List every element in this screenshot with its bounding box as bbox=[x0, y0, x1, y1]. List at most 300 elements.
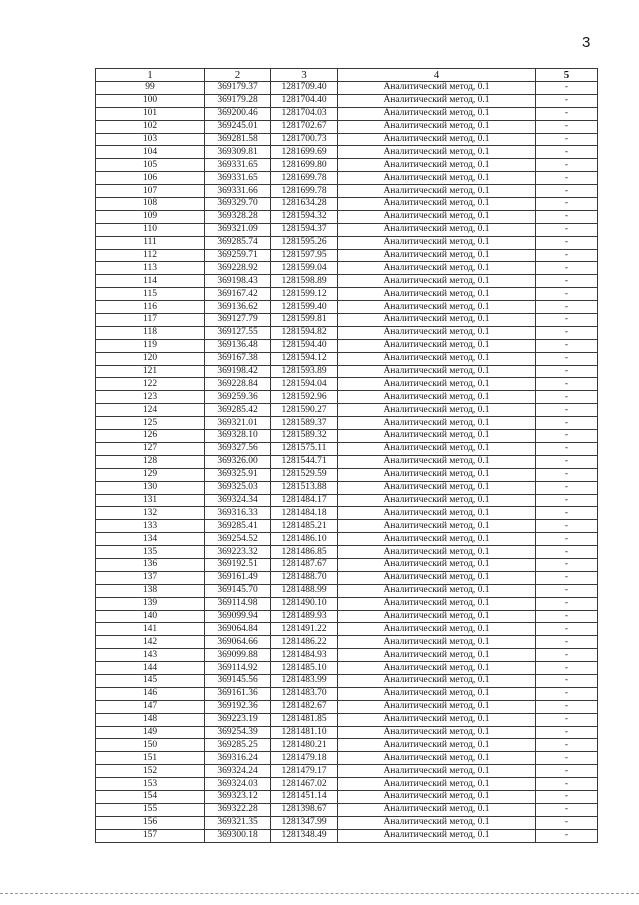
table-row bbox=[96, 571, 598, 584]
y-coordinate-cell: 1281479.18 bbox=[271, 752, 338, 765]
y-coordinate-cell: 1281599.40 bbox=[271, 301, 338, 314]
table-row bbox=[96, 107, 598, 120]
description-cell: - bbox=[536, 404, 598, 417]
x-coordinate-cell: 369254.52 bbox=[205, 533, 271, 546]
point-number-cell: 122 bbox=[96, 378, 205, 391]
y-coordinate-cell: 1281529.59 bbox=[271, 468, 338, 481]
x-coordinate-cell: 369325.03 bbox=[205, 481, 271, 494]
description-cell: - bbox=[536, 288, 598, 301]
x-coordinate-cell: 369326.00 bbox=[205, 455, 271, 468]
y-coordinate-cell: 1281483.70 bbox=[271, 687, 338, 700]
y-coordinate-cell: 1281480.21 bbox=[271, 739, 338, 752]
point-number-cell: 110 bbox=[96, 223, 205, 236]
description-cell: - bbox=[536, 94, 598, 107]
x-coordinate-cell: 369064.84 bbox=[205, 623, 271, 636]
column-header-y-coordinate: 3 bbox=[271, 69, 338, 82]
y-coordinate-cell: 1281485.10 bbox=[271, 662, 338, 675]
y-coordinate-cell: 1281594.12 bbox=[271, 352, 338, 365]
table-row bbox=[96, 636, 598, 649]
table-body bbox=[96, 82, 598, 843]
x-coordinate-cell: 369127.55 bbox=[205, 326, 271, 339]
method-cell: Аналитический метод, 0.1 bbox=[338, 687, 536, 700]
table-row bbox=[96, 82, 598, 95]
method-cell: Аналитический метод, 0.1 bbox=[338, 365, 536, 378]
point-number-cell: 112 bbox=[96, 249, 205, 262]
method-cell: Аналитический метод, 0.1 bbox=[338, 546, 536, 559]
method-cell: Аналитический метод, 0.1 bbox=[338, 339, 536, 352]
y-coordinate-cell: 1281634.28 bbox=[271, 198, 338, 211]
table-row bbox=[96, 288, 598, 301]
description-cell: - bbox=[536, 339, 598, 352]
point-number-cell: 119 bbox=[96, 339, 205, 352]
y-coordinate-cell: 1281599.12 bbox=[271, 288, 338, 301]
y-coordinate-cell: 1281488.99 bbox=[271, 584, 338, 597]
x-coordinate-cell: 369223.19 bbox=[205, 713, 271, 726]
description-cell: - bbox=[536, 494, 598, 507]
x-coordinate-cell: 369328.10 bbox=[205, 430, 271, 443]
description-cell: - bbox=[536, 249, 598, 262]
method-cell: Аналитический метод, 0.1 bbox=[338, 803, 536, 816]
y-coordinate-cell: 1281479.17 bbox=[271, 765, 338, 778]
x-coordinate-cell: 369285.42 bbox=[205, 404, 271, 417]
table-row bbox=[96, 236, 598, 249]
point-number-cell: 138 bbox=[96, 584, 205, 597]
table-row bbox=[96, 816, 598, 829]
description-cell: - bbox=[536, 765, 598, 778]
method-cell: Аналитический метод, 0.1 bbox=[338, 558, 536, 571]
point-number-cell: 155 bbox=[96, 803, 205, 816]
description-cell: - bbox=[536, 687, 598, 700]
table-row bbox=[96, 172, 598, 185]
table-row bbox=[96, 468, 598, 481]
method-cell: Аналитический метод, 0.1 bbox=[338, 455, 536, 468]
x-coordinate-cell: 369179.37 bbox=[205, 82, 271, 95]
y-coordinate-cell: 1281483.99 bbox=[271, 674, 338, 687]
x-coordinate-cell: 369198.42 bbox=[205, 365, 271, 378]
description-cell: - bbox=[536, 223, 598, 236]
y-coordinate-cell: 1281485.21 bbox=[271, 520, 338, 533]
x-coordinate-cell: 369328.28 bbox=[205, 210, 271, 223]
table-row bbox=[96, 739, 598, 752]
y-coordinate-cell: 1281699.69 bbox=[271, 146, 338, 159]
method-cell: Аналитический метод, 0.1 bbox=[338, 430, 536, 443]
point-number-cell: 133 bbox=[96, 520, 205, 533]
x-coordinate-cell: 369285.41 bbox=[205, 520, 271, 533]
point-number-cell: 139 bbox=[96, 597, 205, 610]
description-cell: - bbox=[536, 442, 598, 455]
method-cell: Аналитический метод, 0.1 bbox=[338, 790, 536, 803]
table-row bbox=[96, 159, 598, 172]
column-header-x-coordinate: 2 bbox=[205, 69, 271, 82]
method-cell: Аналитический метод, 0.1 bbox=[338, 700, 536, 713]
table-header-row bbox=[96, 69, 598, 82]
point-number-cell: 126 bbox=[96, 430, 205, 443]
x-coordinate-cell: 369316.33 bbox=[205, 507, 271, 520]
table-row bbox=[96, 494, 598, 507]
x-coordinate-cell: 369167.38 bbox=[205, 352, 271, 365]
method-cell: Аналитический метод, 0.1 bbox=[338, 417, 536, 430]
table-row bbox=[96, 249, 598, 262]
table-row bbox=[96, 378, 598, 391]
x-coordinate-cell: 369099.94 bbox=[205, 610, 271, 623]
description-cell: - bbox=[536, 172, 598, 185]
method-cell: Аналитический метод, 0.1 bbox=[338, 726, 536, 739]
x-coordinate-cell: 369127.79 bbox=[205, 314, 271, 327]
description-cell: - bbox=[536, 275, 598, 288]
point-number-cell: 140 bbox=[96, 610, 205, 623]
y-coordinate-cell: 1281594.82 bbox=[271, 326, 338, 339]
description-cell: - bbox=[536, 803, 598, 816]
x-coordinate-cell: 369099.88 bbox=[205, 649, 271, 662]
y-coordinate-cell: 1281481.10 bbox=[271, 726, 338, 739]
method-cell: Аналитический метод, 0.1 bbox=[338, 107, 536, 120]
page-bottom-divider bbox=[0, 893, 639, 894]
table-row bbox=[96, 185, 598, 198]
y-coordinate-cell: 1281593.89 bbox=[271, 365, 338, 378]
point-number-cell: 130 bbox=[96, 481, 205, 494]
y-coordinate-cell: 1281704.03 bbox=[271, 107, 338, 120]
description-cell: - bbox=[536, 674, 598, 687]
table-row bbox=[96, 339, 598, 352]
x-coordinate-cell: 369114.92 bbox=[205, 662, 271, 675]
x-coordinate-cell: 369064.66 bbox=[205, 636, 271, 649]
point-number-cell: 134 bbox=[96, 533, 205, 546]
table-row bbox=[96, 533, 598, 546]
y-coordinate-cell: 1281700.73 bbox=[271, 133, 338, 146]
description-cell: - bbox=[536, 636, 598, 649]
method-cell: Аналитический метод, 0.1 bbox=[338, 391, 536, 404]
method-cell: Аналитический метод, 0.1 bbox=[338, 610, 536, 623]
description-cell: - bbox=[536, 430, 598, 443]
description-cell: - bbox=[536, 662, 598, 675]
table-row bbox=[96, 430, 598, 443]
method-cell: Аналитический метод, 0.1 bbox=[338, 120, 536, 133]
description-cell: - bbox=[536, 352, 598, 365]
x-coordinate-cell: 369200.46 bbox=[205, 107, 271, 120]
y-coordinate-cell: 1281599.81 bbox=[271, 314, 338, 327]
point-number-cell: 145 bbox=[96, 674, 205, 687]
method-cell: Аналитический метод, 0.1 bbox=[338, 404, 536, 417]
method-cell: Аналитический метод, 0.1 bbox=[338, 198, 536, 211]
x-coordinate-cell: 369285.25 bbox=[205, 739, 271, 752]
table-row bbox=[96, 623, 598, 636]
description-cell: - bbox=[536, 700, 598, 713]
point-number-cell: 111 bbox=[96, 236, 205, 249]
point-number-cell: 137 bbox=[96, 571, 205, 584]
point-number-cell: 148 bbox=[96, 713, 205, 726]
point-number-cell: 154 bbox=[96, 790, 205, 803]
column-header-method: 4 bbox=[338, 69, 536, 82]
point-number-cell: 113 bbox=[96, 262, 205, 275]
point-number-cell: 156 bbox=[96, 816, 205, 829]
point-number-cell: 116 bbox=[96, 301, 205, 314]
table-row bbox=[96, 442, 598, 455]
y-coordinate-cell: 1281594.40 bbox=[271, 339, 338, 352]
y-coordinate-cell: 1281589.32 bbox=[271, 430, 338, 443]
description-cell: - bbox=[536, 159, 598, 172]
x-coordinate-cell: 369145.56 bbox=[205, 674, 271, 687]
x-coordinate-cell: 369331.66 bbox=[205, 185, 271, 198]
method-cell: Аналитический метод, 0.1 bbox=[338, 275, 536, 288]
point-number-cell: 115 bbox=[96, 288, 205, 301]
x-coordinate-cell: 369136.48 bbox=[205, 339, 271, 352]
y-coordinate-cell: 1281484.17 bbox=[271, 494, 338, 507]
description-cell: - bbox=[536, 623, 598, 636]
method-cell: Аналитический метод, 0.1 bbox=[338, 623, 536, 636]
column-header-point-number: 1 bbox=[96, 69, 205, 82]
point-number-cell: 103 bbox=[96, 133, 205, 146]
x-coordinate-cell: 369245.01 bbox=[205, 120, 271, 133]
table-row bbox=[96, 275, 598, 288]
method-cell: Аналитический метод, 0.1 bbox=[338, 816, 536, 829]
description-cell: - bbox=[536, 198, 598, 211]
description-cell: - bbox=[536, 533, 598, 546]
x-coordinate-cell: 369167.42 bbox=[205, 288, 271, 301]
description-cell: - bbox=[536, 584, 598, 597]
x-coordinate-cell: 369321.09 bbox=[205, 223, 271, 236]
table-row bbox=[96, 765, 598, 778]
method-cell: Аналитический метод, 0.1 bbox=[338, 571, 536, 584]
method-cell: Аналитический метод, 0.1 bbox=[338, 481, 536, 494]
method-cell: Аналитический метод, 0.1 bbox=[338, 378, 536, 391]
table-row bbox=[96, 507, 598, 520]
x-coordinate-cell: 369309.81 bbox=[205, 146, 271, 159]
point-number-cell: 120 bbox=[96, 352, 205, 365]
y-coordinate-cell: 1281592.96 bbox=[271, 391, 338, 404]
x-coordinate-cell: 369322.28 bbox=[205, 803, 271, 816]
y-coordinate-cell: 1281709.40 bbox=[271, 82, 338, 95]
description-cell: - bbox=[536, 597, 598, 610]
point-number-cell: 109 bbox=[96, 210, 205, 223]
description-cell: - bbox=[536, 133, 598, 146]
method-cell: Аналитический метод, 0.1 bbox=[338, 494, 536, 507]
table-row bbox=[96, 597, 598, 610]
y-coordinate-cell: 1281702.67 bbox=[271, 120, 338, 133]
description-cell: - bbox=[536, 326, 598, 339]
description-cell: - bbox=[536, 713, 598, 726]
point-number-cell: 143 bbox=[96, 649, 205, 662]
y-coordinate-cell: 1281589.37 bbox=[271, 417, 338, 430]
point-number-cell: 101 bbox=[96, 107, 205, 120]
y-coordinate-cell: 1281481.85 bbox=[271, 713, 338, 726]
description-cell: - bbox=[536, 210, 598, 223]
method-cell: Аналитический метод, 0.1 bbox=[338, 262, 536, 275]
table-row bbox=[96, 713, 598, 726]
method-cell: Аналитический метод, 0.1 bbox=[338, 288, 536, 301]
point-number-cell: 117 bbox=[96, 314, 205, 327]
description-cell: - bbox=[536, 520, 598, 533]
table-row bbox=[96, 546, 598, 559]
x-coordinate-cell: 369281.58 bbox=[205, 133, 271, 146]
table-row bbox=[96, 198, 598, 211]
description-cell: - bbox=[536, 378, 598, 391]
point-number-cell: 108 bbox=[96, 198, 205, 211]
y-coordinate-cell: 1281513.88 bbox=[271, 481, 338, 494]
method-cell: Аналитический метод, 0.1 bbox=[338, 223, 536, 236]
description-cell: - bbox=[536, 610, 598, 623]
description-cell: - bbox=[536, 790, 598, 803]
method-cell: Аналитический метод, 0.1 bbox=[338, 133, 536, 146]
method-cell: Аналитический метод, 0.1 bbox=[338, 82, 536, 95]
point-number-cell: 107 bbox=[96, 185, 205, 198]
point-number-cell: 131 bbox=[96, 494, 205, 507]
method-cell: Аналитический метод, 0.1 bbox=[338, 236, 536, 249]
table-row bbox=[96, 417, 598, 430]
point-number-cell: 149 bbox=[96, 726, 205, 739]
x-coordinate-cell: 369331.65 bbox=[205, 172, 271, 185]
method-cell: Аналитический метод, 0.1 bbox=[338, 185, 536, 198]
table-row bbox=[96, 223, 598, 236]
description-cell: - bbox=[536, 816, 598, 829]
description-cell: - bbox=[536, 752, 598, 765]
table-row bbox=[96, 391, 598, 404]
point-number-cell: 146 bbox=[96, 687, 205, 700]
y-coordinate-cell: 1281489.93 bbox=[271, 610, 338, 623]
table-row bbox=[96, 352, 598, 365]
table-row bbox=[96, 146, 598, 159]
method-cell: Аналитический метод, 0.1 bbox=[338, 829, 536, 842]
point-number-cell: 136 bbox=[96, 558, 205, 571]
table-row bbox=[96, 674, 598, 687]
y-coordinate-cell: 1281347.99 bbox=[271, 816, 338, 829]
y-coordinate-cell: 1281486.85 bbox=[271, 546, 338, 559]
x-coordinate-cell: 369114.98 bbox=[205, 597, 271, 610]
point-number-cell: 151 bbox=[96, 752, 205, 765]
x-coordinate-cell: 369198.43 bbox=[205, 275, 271, 288]
method-cell: Аналитический метод, 0.1 bbox=[338, 326, 536, 339]
y-coordinate-cell: 1281487.67 bbox=[271, 558, 338, 571]
x-coordinate-cell: 369161.36 bbox=[205, 687, 271, 700]
y-coordinate-cell: 1281594.04 bbox=[271, 378, 338, 391]
x-coordinate-cell: 369192.36 bbox=[205, 700, 271, 713]
method-cell: Аналитический метод, 0.1 bbox=[338, 597, 536, 610]
method-cell: Аналитический метод, 0.1 bbox=[338, 713, 536, 726]
point-number-cell: 129 bbox=[96, 468, 205, 481]
table-row bbox=[96, 133, 598, 146]
x-coordinate-cell: 369324.03 bbox=[205, 778, 271, 791]
y-coordinate-cell: 1281699.80 bbox=[271, 159, 338, 172]
y-coordinate-cell: 1281451.14 bbox=[271, 790, 338, 803]
description-cell: - bbox=[536, 468, 598, 481]
y-coordinate-cell: 1281594.32 bbox=[271, 210, 338, 223]
point-number-cell: 100 bbox=[96, 94, 205, 107]
description-cell: - bbox=[536, 146, 598, 159]
y-coordinate-cell: 1281488.70 bbox=[271, 571, 338, 584]
point-number-cell: 157 bbox=[96, 829, 205, 842]
table-row bbox=[96, 404, 598, 417]
x-coordinate-cell: 369259.36 bbox=[205, 391, 271, 404]
description-cell: - bbox=[536, 778, 598, 791]
method-cell: Аналитический метод, 0.1 bbox=[338, 662, 536, 675]
point-number-cell: 125 bbox=[96, 417, 205, 430]
point-number-cell: 144 bbox=[96, 662, 205, 675]
method-cell: Аналитический метод, 0.1 bbox=[338, 146, 536, 159]
table-row bbox=[96, 778, 598, 791]
description-cell: - bbox=[536, 481, 598, 494]
method-cell: Аналитический метод, 0.1 bbox=[338, 649, 536, 662]
y-coordinate-cell: 1281482.67 bbox=[271, 700, 338, 713]
point-number-cell: 121 bbox=[96, 365, 205, 378]
y-coordinate-cell: 1281590.27 bbox=[271, 404, 338, 417]
description-cell: - bbox=[536, 82, 598, 95]
x-coordinate-cell: 369228.84 bbox=[205, 378, 271, 391]
point-number-cell: 132 bbox=[96, 507, 205, 520]
y-coordinate-cell: 1281704.40 bbox=[271, 94, 338, 107]
point-number-cell: 118 bbox=[96, 326, 205, 339]
y-coordinate-cell: 1281486.10 bbox=[271, 533, 338, 546]
x-coordinate-cell: 369259.71 bbox=[205, 249, 271, 262]
method-cell: Аналитический метод, 0.1 bbox=[338, 739, 536, 752]
description-cell: - bbox=[536, 649, 598, 662]
table-row bbox=[96, 803, 598, 816]
method-cell: Аналитический метод, 0.1 bbox=[338, 674, 536, 687]
method-cell: Аналитический метод, 0.1 bbox=[338, 94, 536, 107]
description-cell: - bbox=[536, 107, 598, 120]
method-cell: Аналитический метод, 0.1 bbox=[338, 442, 536, 455]
table-row bbox=[96, 700, 598, 713]
point-number-cell: 102 bbox=[96, 120, 205, 133]
point-number-cell: 99 bbox=[96, 82, 205, 95]
point-number-cell: 153 bbox=[96, 778, 205, 791]
y-coordinate-cell: 1281544.71 bbox=[271, 455, 338, 468]
point-number-cell: 152 bbox=[96, 765, 205, 778]
point-number-cell: 114 bbox=[96, 275, 205, 288]
table-row bbox=[96, 649, 598, 662]
x-coordinate-cell: 369321.35 bbox=[205, 816, 271, 829]
description-cell: - bbox=[536, 120, 598, 133]
x-coordinate-cell: 369329.70 bbox=[205, 198, 271, 211]
table-row bbox=[96, 210, 598, 223]
table-row bbox=[96, 365, 598, 378]
y-coordinate-cell: 1281490.10 bbox=[271, 597, 338, 610]
description-cell: - bbox=[536, 507, 598, 520]
description-cell: - bbox=[536, 391, 598, 404]
table-row bbox=[96, 455, 598, 468]
y-coordinate-cell: 1281598.89 bbox=[271, 275, 338, 288]
table-row bbox=[96, 558, 598, 571]
table-row bbox=[96, 790, 598, 803]
y-coordinate-cell: 1281486.22 bbox=[271, 636, 338, 649]
description-cell: - bbox=[536, 455, 598, 468]
description-cell: - bbox=[536, 314, 598, 327]
y-coordinate-cell: 1281484.18 bbox=[271, 507, 338, 520]
table-row bbox=[96, 520, 598, 533]
method-cell: Аналитический метод, 0.1 bbox=[338, 584, 536, 597]
method-cell: Аналитический метод, 0.1 bbox=[338, 533, 536, 546]
method-cell: Аналитический метод, 0.1 bbox=[338, 249, 536, 262]
x-coordinate-cell: 369254.39 bbox=[205, 726, 271, 739]
table-row bbox=[96, 610, 598, 623]
y-coordinate-cell: 1281484.93 bbox=[271, 649, 338, 662]
method-cell: Аналитический метод, 0.1 bbox=[338, 778, 536, 791]
method-cell: Аналитический метод, 0.1 bbox=[338, 636, 536, 649]
table-row bbox=[96, 687, 598, 700]
description-cell: - bbox=[536, 365, 598, 378]
y-coordinate-cell: 1281595.26 bbox=[271, 236, 338, 249]
method-cell: Аналитический метод, 0.1 bbox=[338, 352, 536, 365]
method-cell: Аналитический метод, 0.1 bbox=[338, 468, 536, 481]
y-coordinate-cell: 1281398.67 bbox=[271, 803, 338, 816]
x-coordinate-cell: 369179.28 bbox=[205, 94, 271, 107]
point-number-cell: 142 bbox=[96, 636, 205, 649]
description-cell: - bbox=[536, 262, 598, 275]
x-coordinate-cell: 369316.24 bbox=[205, 752, 271, 765]
x-coordinate-cell: 369324.34 bbox=[205, 494, 271, 507]
description-cell: - bbox=[536, 571, 598, 584]
x-coordinate-cell: 369327.56 bbox=[205, 442, 271, 455]
point-number-cell: 123 bbox=[96, 391, 205, 404]
x-coordinate-cell: 369324.24 bbox=[205, 765, 271, 778]
